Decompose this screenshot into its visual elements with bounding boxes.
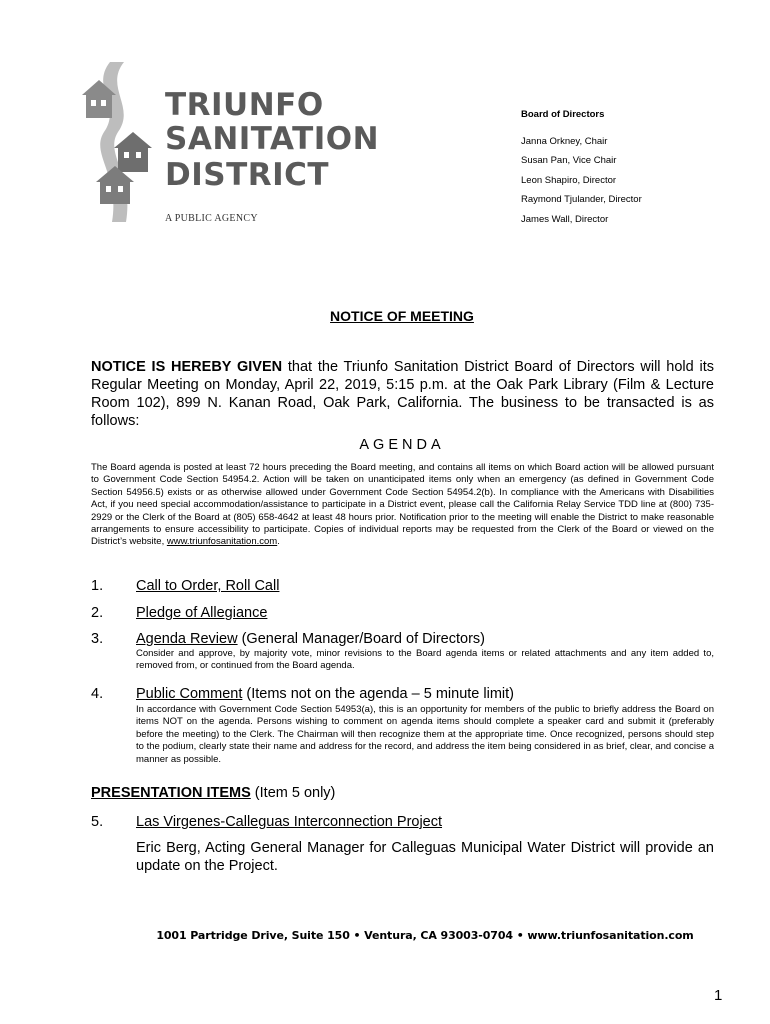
item-number: 4. bbox=[91, 686, 104, 702]
item-title-suffix: (Items not on the agenda – 5 minute limit) bbox=[242, 686, 514, 702]
logo-line-sanitation: SANITATION bbox=[165, 121, 380, 157]
item-title: Call to Order, Roll Call bbox=[136, 578, 280, 594]
item-number: 1. bbox=[91, 578, 104, 594]
item-number: 3. bbox=[91, 631, 104, 647]
board-member: Leon Shapiro, Director bbox=[521, 174, 617, 186]
presentation-heading bbox=[91, 785, 335, 801]
logo-tagline: A PUBLIC AGENCY bbox=[165, 213, 258, 224]
agenda-description bbox=[91, 462, 714, 549]
footer-address: 1001 Partridge Drive, Suite 150 • Ventura, CA 93003-0704 • www.triunfosanitation.com bbox=[156, 929, 694, 942]
item-number: 2. bbox=[91, 605, 104, 621]
item-title: Agenda Review bbox=[136, 631, 238, 647]
agenda-description-text: The Board agenda is posted at least 72 hours preceding the Board meeting, and contains all items on which Board action will be allowed pursuant to Government Code Section 54954.2. Action will be taken on unanticipated items only when an emergency (as defined in Government Code Section 54956.5) exists or as otherwise allowed under Government Code Section 54954.2(b). In compliance with the Americans with Disabilities Act, if you need special accommodation/assistance to participate in a District event, please call the California Relay Service TDD line at (800) 735-2929 or the Clerk of the Board at (805) 658-4642 at least 48 hours prior. Notification prior to the meeting will enable the District to make reasonable arrangements to ensure accessibility to participate. Copies of individual reports may be requested from the Clerk of the Board or viewed on the District’s website, bbox=[91, 462, 714, 548]
notice-intro bbox=[91, 358, 714, 430]
notice-intro-bold: NOTICE IS HEREBY GIVEN bbox=[91, 359, 283, 375]
board-member: Susan Pan, Vice Chair bbox=[521, 155, 617, 166]
item-number: 5. bbox=[91, 814, 104, 830]
item-description: Eric Berg, Acting General Manager for Calleguas Municipal Water District will provide an update on the Project. bbox=[136, 840, 714, 874]
board-member: Raymond Tjulander, Director bbox=[521, 194, 642, 205]
logo-line-triunfo: TRIUNFO bbox=[165, 87, 324, 123]
presentation-heading-label: PRESENTATION ITEMS bbox=[91, 785, 251, 801]
item-title: Pledge of Allegiance bbox=[136, 605, 268, 621]
item-title: Las Virgenes-Calleguas Interconnection Project bbox=[136, 814, 443, 830]
website-link[interactable]: www.triunfosanitation.com bbox=[166, 536, 278, 548]
agenda-description-period: . bbox=[277, 536, 280, 548]
notice-intro-text: that the Triunfo Sanitation District Board of Directors will hold its Regular Meeting on Monday, April 22, 2019, 5:15 p.m. at the Oak Park Library (Film & Lecture Room 102), 899 N. Kanan Road, Oak Park, California. The business to be transacted is as follows: bbox=[91, 359, 714, 429]
item-title: Public Comment bbox=[136, 686, 243, 702]
logo-line-district: DISTRICT bbox=[165, 157, 330, 193]
board-of-directors bbox=[521, 110, 751, 234]
agenda-heading: AGENDA bbox=[359, 437, 445, 453]
page-number: 1 bbox=[714, 987, 723, 1004]
item-description: Consider and approve, by majority vote, minor revisions to the Board agenda items or related attachments and any item added to, removed from, or continued from the Board agenda. bbox=[136, 648, 714, 672]
board-member: Janna Orkney, Chair bbox=[521, 135, 608, 147]
board-title: Board of Directors bbox=[521, 109, 605, 120]
notice-title: NOTICE OF MEETING bbox=[330, 308, 474, 324]
item-title-suffix: (General Manager/Board of Directors) bbox=[237, 631, 485, 647]
presentation-note: (Item 5 only) bbox=[250, 785, 336, 801]
item-description: In accordance with Government Code Section 54953(a), this is an opportunity for members of the public to briefly address the Board on items NOT on the agenda. Persons wishing to comment on agenda items should complete a speaker card and submit it (preferably before the meeting) to the Clerk. The Chairman will then recognize them at the appropriate time. Once recognized, persons should step to the podium, clearly state their name and address for the record, and address the item being considered in as brief, clear, and concise a manner as possible. bbox=[136, 704, 714, 765]
board-member: James Wall, Director bbox=[521, 213, 609, 225]
houses-logo-icon bbox=[82, 62, 162, 222]
